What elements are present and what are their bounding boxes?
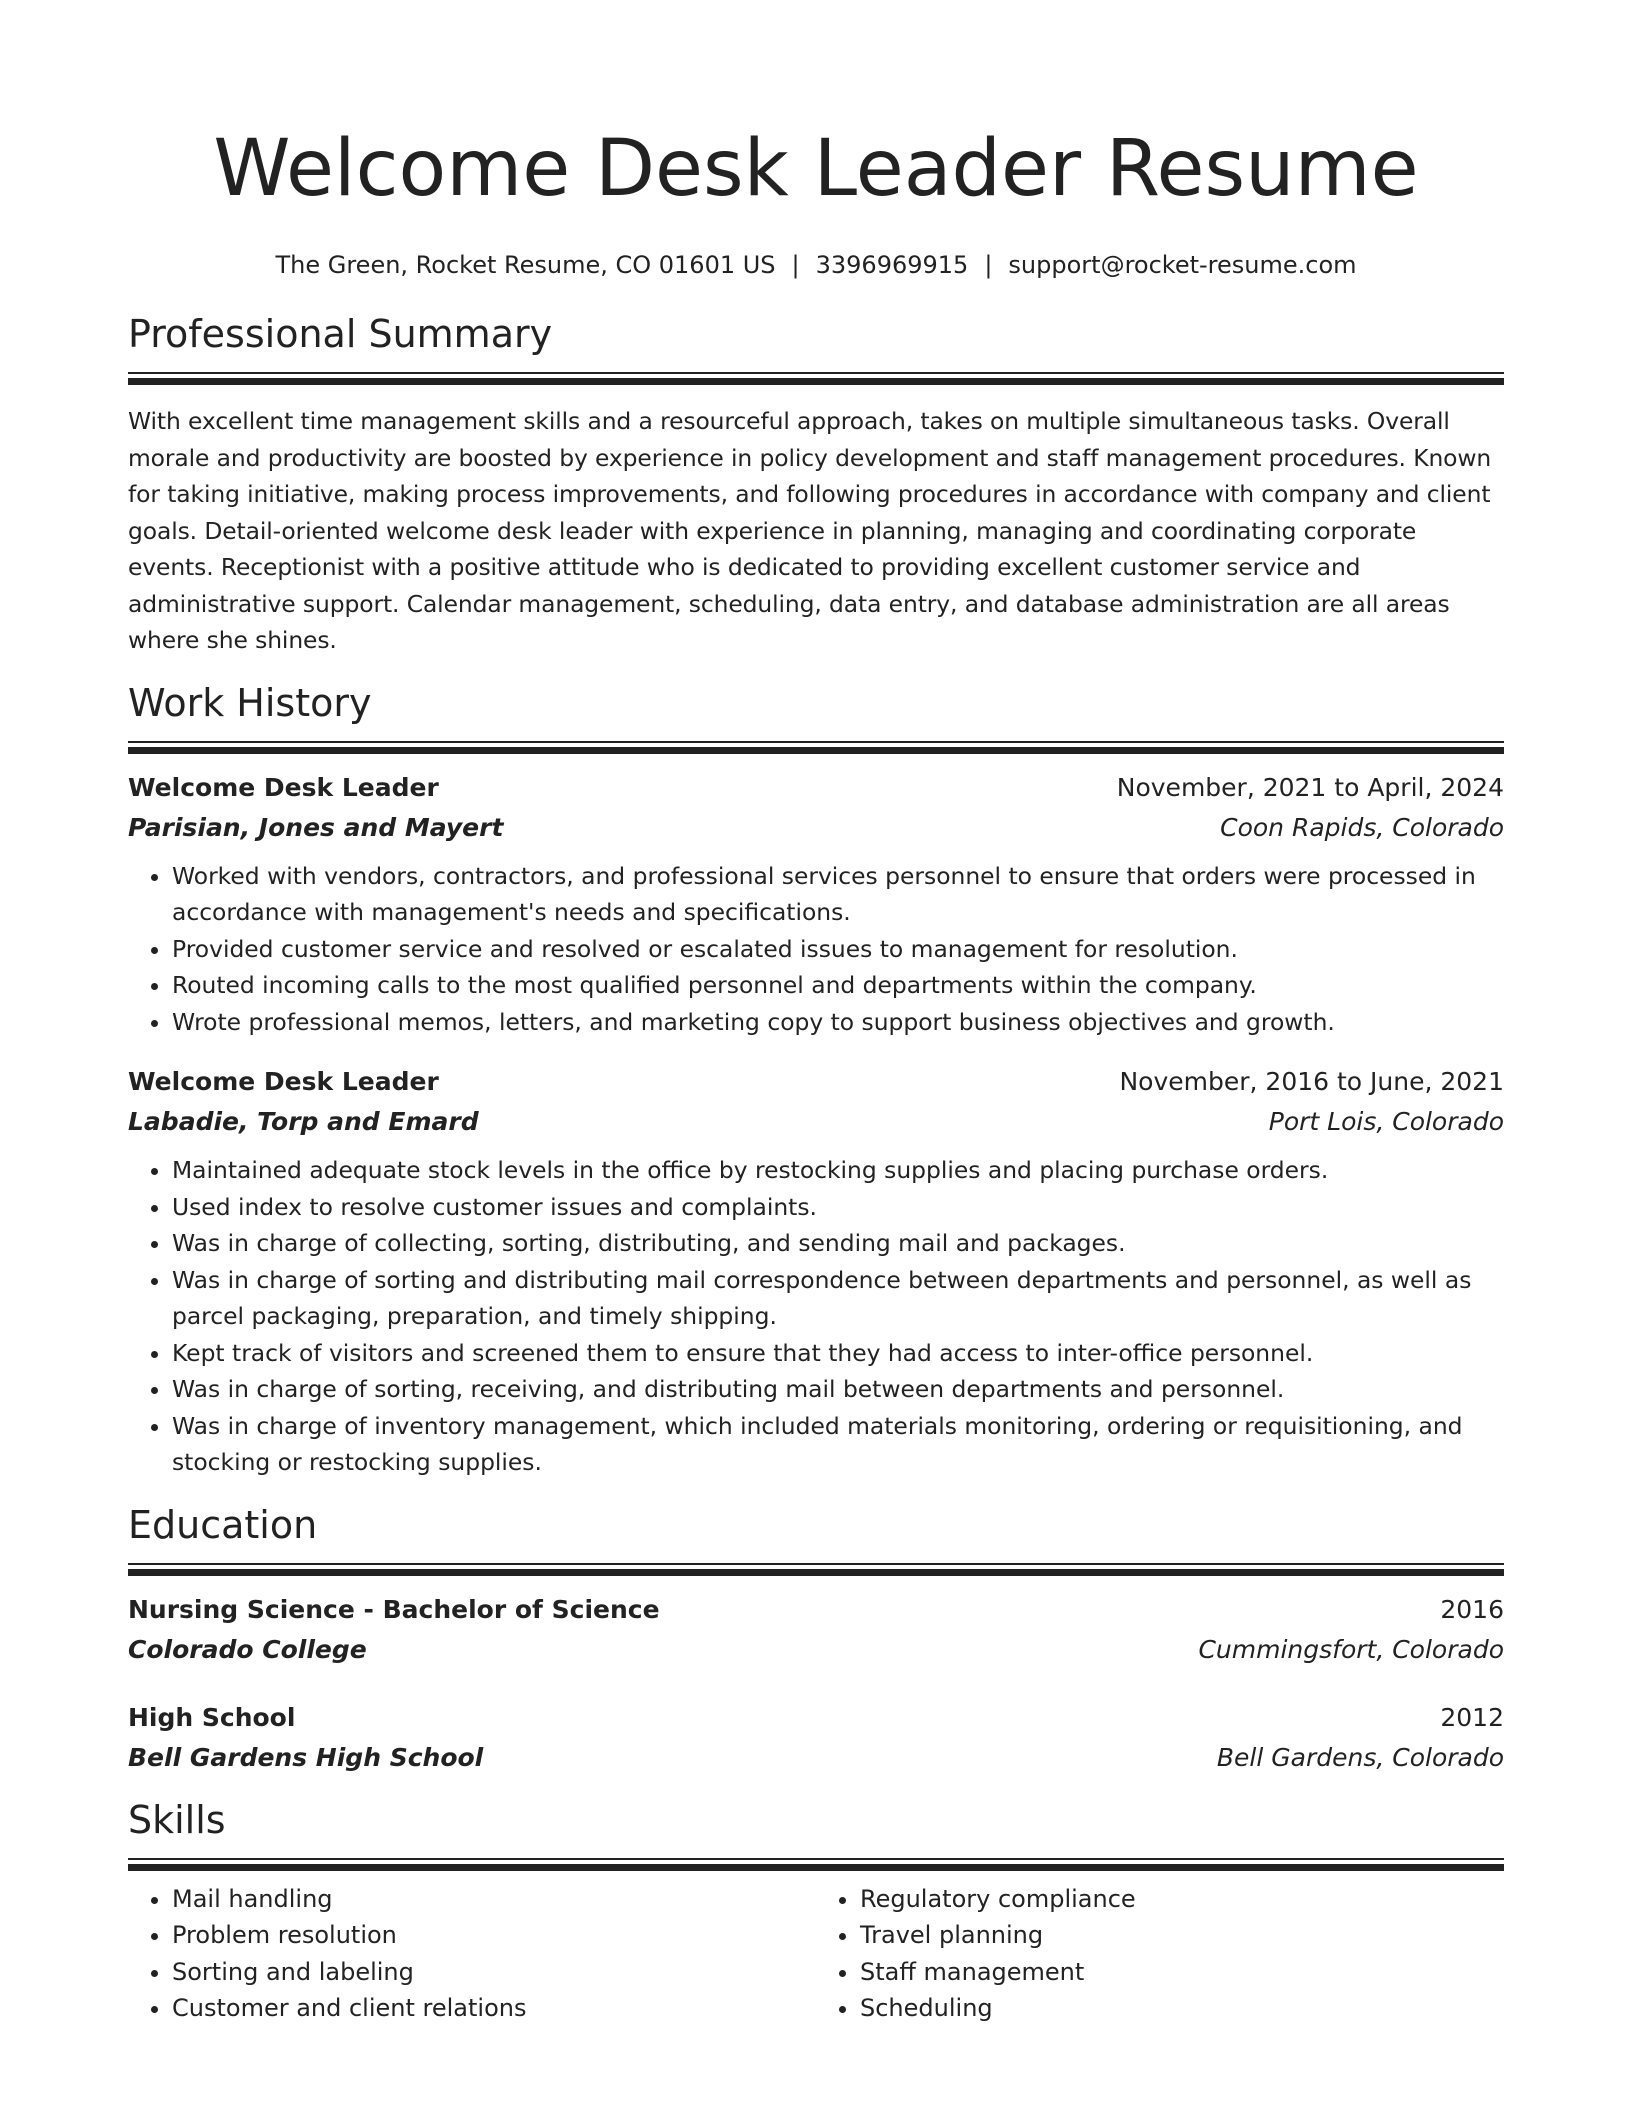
job-location: Port Lois, Colorado [1268,1107,1504,1136]
resume-title: Welcome Desk Leader Resume [213,124,1419,214]
education-location: Bell Gardens, Colorado [1216,1742,1504,1772]
section-divider [128,1858,1504,1860]
contact-phone: 3396969915 [815,251,969,279]
list-item: • Provided customer service and resolved or escalated issues to management for resolution. [172,931,1504,968]
list-item: • Wrote professional memos, letters, and marketing copy to support business objectives and growth. [172,1004,1504,1041]
section-divider [128,1563,1504,1565]
contact-line [128,248,1504,282]
job-bullets [128,858,1504,1041]
skill-item: • Regulatory compliance [860,1881,1504,1918]
skill-item: • Travel planning [860,1917,1504,1954]
list-item: • Maintained adequate stock levels in the office by restocking supplies and placing purchase orders. [172,1152,1504,1189]
job-location: Coon Rapids, Colorado [1220,812,1504,842]
skills-section [128,1796,1504,2027]
education-header-row [128,1590,1504,1630]
education-school: Bell Gardens High School [128,1742,484,1772]
skill-item: • Customer and client relations [172,1990,816,2027]
education-entry [128,1590,1504,1670]
summary-section [128,310,1504,659]
education-location: Cummingsfort, Colorado [1198,1634,1504,1664]
education-school: Colorado College [128,1634,367,1664]
list-item: • Worked with vendors, contractors, and professional services personnel to ensure that orders were processed in accordance with management's needs and specifications. [172,858,1504,931]
job-company: Parisian, Jones and Mayert [128,812,504,842]
summary-heading: Professional Summary [128,312,553,356]
skill-item: • Staff management [860,1954,1504,1991]
work-history-section [128,679,1504,1481]
list-item: • Kept track of visitors and screened them to ensure that they had access to inter-office personnel. [172,1335,1504,1372]
list-item: • Was in charge of inventory management, which included materials monitoring, ordering or requisitioning, and stocking or restocking supplies. [172,1408,1504,1481]
section-divider [128,372,1504,374]
list-item: • Routed incoming calls to the most qualified personnel and departments within the company. [172,967,1504,1004]
education-year: 2012 [1440,1702,1504,1732]
job-dates: November, 2021 to April, 2024 [1116,772,1504,802]
skill-item: • Mail handling [172,1881,816,1918]
education-school-row [128,1630,1504,1670]
contact-separator: | [791,251,800,279]
work-history-heading: Work History [128,680,372,725]
list-item: • Was in charge of collecting, sorting, distributing, and sending mail and packages. [172,1225,1504,1262]
skills-grid [128,1881,1504,2027]
section-divider-thick [128,1569,1504,1576]
contact-address: The Green, Rocket Resume, CO 01601 US [275,251,776,279]
list-item: • Used index to resolve customer issues and complaints. [172,1189,1504,1226]
education-section [128,1501,1504,1778]
contact-separator: | [984,251,993,279]
section-divider-thick [128,1864,1504,1871]
skill-item: • Problem resolution [172,1917,816,1954]
education-year: 2016 [1440,1594,1504,1624]
education-degree: Nursing Science - Bachelor of Science [128,1594,660,1624]
job-dates: November, 2016 to June, 2021 [1119,1067,1504,1096]
job-company-row [128,1102,1504,1142]
skills-list-right [816,1881,1504,2027]
job-entry [128,768,1504,1041]
job-bullets [128,1152,1504,1481]
education-school-row [128,1738,1504,1778]
section-divider [128,741,1504,743]
contact-email: support@rocket-resume.com [1008,251,1357,279]
job-entry [128,1062,1504,1481]
skills-heading: Skills [128,1797,226,1842]
job-title: Welcome Desk Leader [128,772,439,802]
education-degree: High School [128,1702,296,1732]
list-item: • Was in charge of sorting, receiving, and distributing mail between departments and personnel. [172,1371,1504,1408]
summary-text: With excellent time management skills and a resourceful approach, takes on multiple simultaneous tasks. Overall morale and productivity are boosted by experience in policy development and staff management procedures. Known for taking initiative, making process improvements, and following procedures in accordance with company and client goals. Detail-oriented welcome desk leader with experience in planning, managing and coordinating corporate events. Receptionist with a positive attitude who is dedicated to providing excellent customer service and administrative support. Calendar management, scheduling, data entry, and database administration are all areas where she shines. [128,407,1492,654]
job-header-row [128,768,1504,808]
education-header-row [128,1698,1504,1738]
section-divider-thick [128,378,1504,385]
skill-item: • Sorting and labeling [172,1954,816,1991]
job-company: Labadie, Torp and Emard [128,1107,479,1136]
section-divider-thick [128,747,1504,754]
education-heading: Education [128,1502,318,1547]
skills-list-left [128,1881,816,2027]
skill-item: • Scheduling [860,1990,1504,2027]
education-entry [128,1698,1504,1778]
job-header-row [128,1062,1504,1102]
job-company-row [128,808,1504,848]
job-title: Welcome Desk Leader [128,1067,439,1096]
list-item: • Was in charge of sorting and distributing mail correspondence between departments and personnel, as well as parcel packaging, preparation, and timely shipping. [172,1262,1504,1335]
